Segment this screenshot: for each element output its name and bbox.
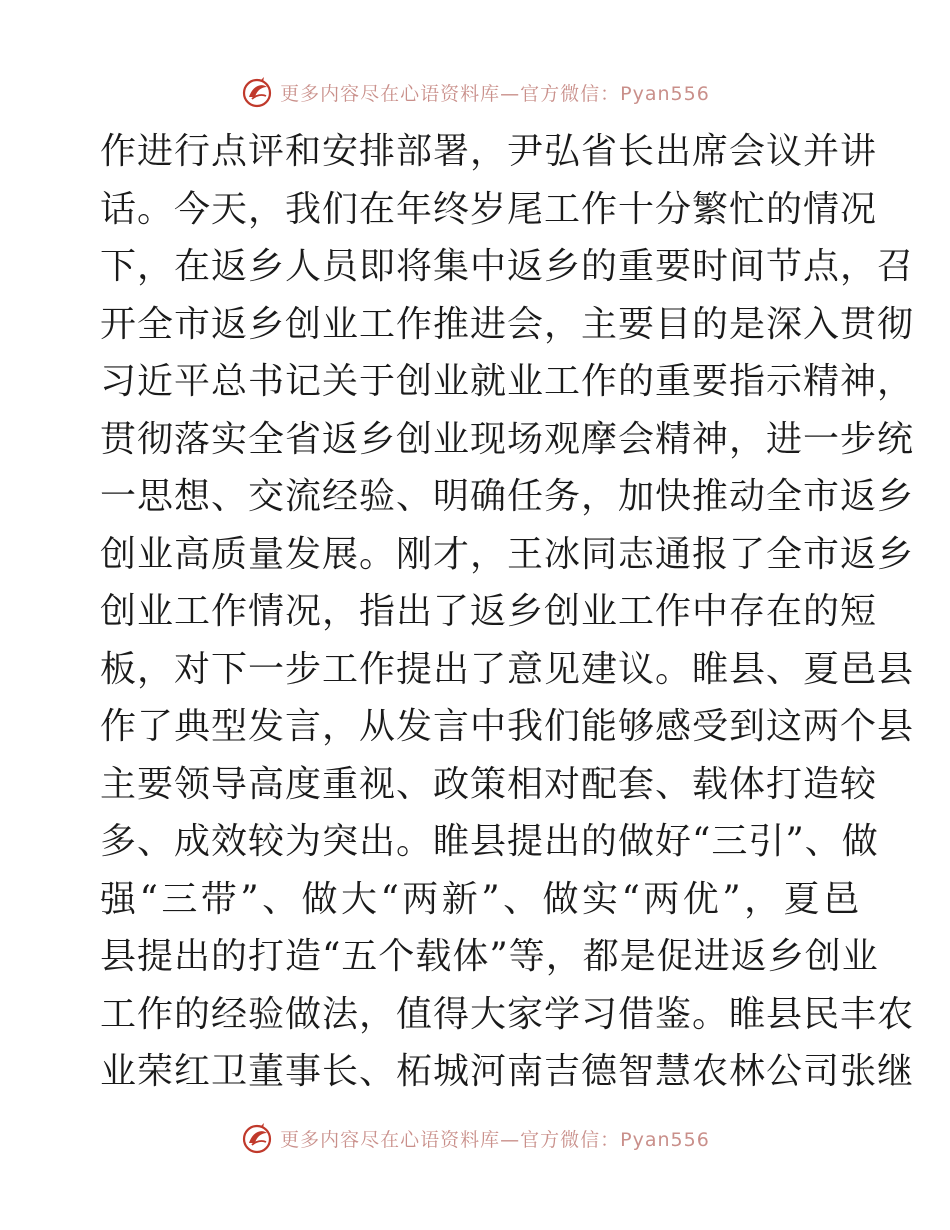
text-line: 开全市返乡创业工作推进会，主要目的是深入贯彻 [100, 303, 915, 345]
text-line: 一思想、交流经验、明确任务，加快推动全市返乡 [100, 476, 915, 517]
watermark-text: 更多内容尽在心语资料库—官方微信：Pyan556 [280, 82, 710, 105]
text-line: 作进行点评和安排部署，尹弘省长出席会议并讲 [100, 131, 878, 172]
text-line: 贯彻落实全省返乡创业现场观摩会精神，进一步统 [100, 418, 915, 460]
text-line: 强“三带”、做大“两新”、做实“两优”，夏邑 [100, 878, 860, 920]
flourish-logo-icon [240, 75, 274, 109]
document-body [100, 123, 915, 1101]
header-watermark [0, 72, 950, 112]
text-line: 业荣红卫董事长、柘城河南吉德智慧农林公司张继 [100, 1051, 915, 1092]
watermark-text: 更多内容尽在心语资料库—官方微信：Pyan556 [280, 1128, 710, 1151]
text-line: 创业工作情况，指出了返乡创业工作中存在的短 [100, 591, 878, 632]
text-line: 县提出的打造“五个载体”等，都是促进返乡创业 [100, 936, 879, 977]
flourish-logo-icon [240, 1121, 274, 1155]
text-line: 话。今天，我们在年终岁尾工作十分繁忙的情况 [100, 188, 878, 230]
text-line: 习近平总书记关于创业就业工作的重要指示精神， [100, 361, 915, 402]
text-line: 下，在返乡人员即将集中返乡的重要时间节点，召 [100, 246, 915, 287]
text-line: 作了典型发言，从发言中我们能够感受到这两个县 [100, 706, 915, 747]
text-line: 板，对下一步工作提出了意见建议。睢县、夏邑县 [100, 648, 915, 690]
footer-watermark [0, 1118, 950, 1158]
text-line: 创业高质量发展。刚才，王冰同志通报了全市返乡 [100, 533, 915, 575]
text-line: 多、成效较为突出。睢县提出的做好“三引”、做 [100, 821, 879, 862]
text-line: 主要领导高度重视、政策相对配套、载体打造较 [100, 763, 878, 805]
text-line: 工作的经验做法，值得大家学习借鉴。睢县民丰农 [100, 993, 915, 1035]
